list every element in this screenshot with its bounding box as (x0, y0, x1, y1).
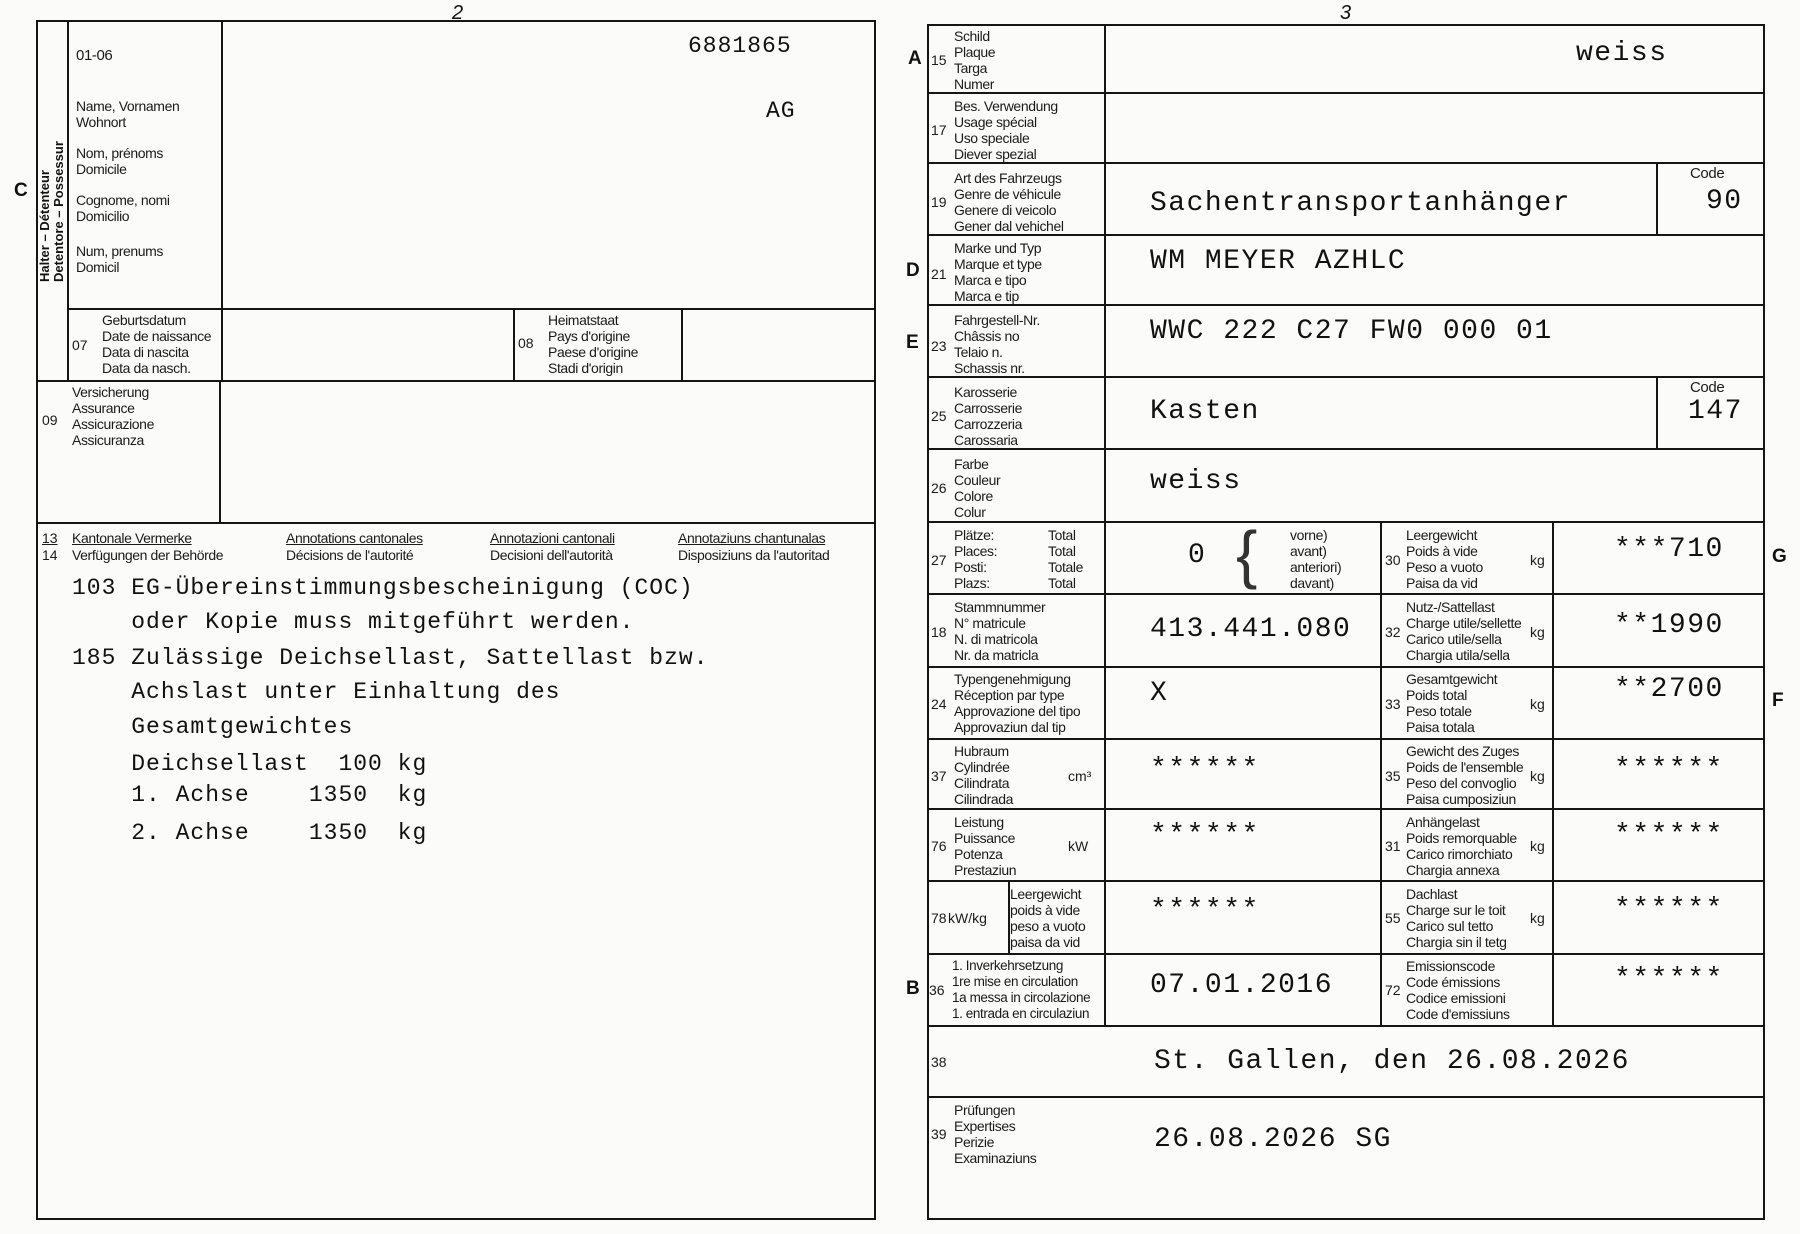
insurance-label: Versicherung Assurance Assicurazione Assicuranza (72, 384, 154, 448)
side-letter-c: C (14, 180, 28, 201)
empty-weight-value: ***710 (1614, 534, 1724, 565)
unit-kg: kg (1530, 768, 1545, 784)
row-code: 37 (931, 768, 947, 784)
special-use-label: Bes. Verwendung Usage spécial Uso speciale Diever spezial (954, 98, 1058, 162)
unit-kg: kg (1530, 696, 1545, 712)
first-reg-value: 07.01.2016 (1150, 970, 1334, 1001)
body-code: 147 (1688, 396, 1743, 427)
remark-line: Deichsellast 100 kg (72, 751, 428, 777)
holder-label-num: Num, prenums Domicil (76, 243, 164, 275)
row-code: 38 (931, 1054, 947, 1070)
row-code: 23 (931, 338, 947, 354)
unit-kg: kg (1530, 838, 1545, 854)
train-weight-value: ****** (1614, 754, 1724, 785)
row-code: 18 (931, 624, 947, 640)
remark-line: 2. Achse 1350 kg (72, 820, 428, 846)
remarks-heading-it: Annotazioni cantonali (490, 530, 615, 546)
side-letter-f: F (1772, 690, 1784, 711)
side-letter-b: B (906, 978, 920, 999)
row-code: 26 (931, 480, 947, 496)
first-reg-label: 1. Inverkehrsetzung 1re mise en circulation 1a messa in circolazione 1. entrada en circulaziun (952, 958, 1091, 1021)
payload-label: Nutz-/Sattellast Charge utile/sellette Carico utile/sella Chargia utila/sella (1406, 599, 1522, 663)
remarks-sub-rm: Disposiziuns da l'autoritad (678, 547, 830, 563)
row-code: 25 (931, 408, 947, 424)
remark-line: 185 Zulässige Deichsellast, Sattellast bzw. (72, 645, 709, 671)
row-code: 30 (1385, 552, 1401, 568)
unit-kg: kg (1530, 624, 1545, 640)
row-code: 55 (1385, 910, 1401, 926)
home-state-code: 08 (518, 335, 534, 351)
reg-number-value: 413.441.080 (1150, 614, 1352, 645)
holder-date: 01-06 (76, 47, 113, 64)
holder-label-cognome: Cognome, nomi Domicilio (76, 192, 170, 224)
side-letter-e: E (906, 332, 919, 353)
page-number: 3 (1340, 2, 1352, 24)
vertical-label-detentore: Detentore – Possessur (51, 141, 66, 282)
body-label: Karosserie Carrosserie Carrozzeria Carossaria (954, 384, 1022, 448)
holder-label-name: Name, Vornamen Wohnort (76, 98, 180, 130)
row-code: 31 (1385, 838, 1401, 854)
power-value: ****** (1150, 820, 1260, 851)
remark-line: Achslast unter Einhaltung des (72, 679, 561, 705)
remarks-sub-de: Verfügungen der Behörde (72, 547, 224, 563)
row-code: 17 (931, 122, 947, 138)
power-label: Leistung Puissance Potenza Prestaziun (954, 814, 1017, 878)
make-value: WM MEYER AZHLC (1150, 246, 1407, 277)
unit-kw-per-kg: kW/kg (948, 910, 987, 926)
unit-kg: kg (1530, 910, 1545, 926)
displacement-label: Hubraum Cylindrée Cilindrata Cilindrada (954, 743, 1014, 807)
seats-total-label: Total Total Totale Total (1048, 527, 1083, 591)
seats-label: Plätze: Places: Posti: Plazs: (954, 527, 998, 591)
remarks-code-14: 14 (42, 547, 58, 563)
chassis-label: Fahrgestell-Nr. Châssis no Telaio n. Schassis nr. (954, 312, 1040, 376)
make-label: Marke und Typ Marque et type Marca e tipo Marca e tip (954, 240, 1042, 304)
vehicle-type-value: Sachentransportanhänger (1150, 188, 1571, 219)
displacement-value: ****** (1150, 754, 1260, 785)
code-label: Code (1690, 379, 1725, 396)
plate-label: Schild Plaque Targa Numer (954, 28, 996, 92)
total-weight-value: **2700 (1614, 674, 1724, 705)
unit-kg: kg (1530, 552, 1545, 568)
color-value: weiss (1150, 466, 1242, 497)
body-value: Kasten (1150, 396, 1260, 427)
remarks-heading-rm: Annotaziuns chantunalas (678, 530, 826, 546)
power-ratio-label: Leergewicht poids à vide peso a vuoto paisa da vid (1010, 886, 1086, 950)
row-code: 27 (931, 552, 947, 568)
remarks-sub-fr: Décisions de l'autorité (286, 547, 414, 563)
inspections-label: Prüfungen Expertises Perizie Examinaziuns (954, 1102, 1037, 1166)
color-label: Farbe Couleur Colore Colur (954, 456, 1001, 520)
insurance-code: 09 (42, 412, 58, 428)
power-ratio-value: ****** (1150, 895, 1260, 926)
row-code: 33 (1385, 696, 1401, 712)
unit-cm3: cm³ (1068, 768, 1092, 784)
birth-label: Geburtsdatum Date de naissance Data di nascita Data da nasch. (102, 312, 212, 376)
brace-icon: { (1236, 518, 1258, 590)
remark-line: oder Kopie muss mitgeführt werden. (72, 609, 635, 635)
row-code: 15 (931, 52, 947, 68)
empty-weight-label: Leergewicht Poids à vide Peso a vuoto Paisa da vid (1406, 527, 1483, 591)
row-code: 21 (931, 266, 947, 282)
roof-load-label: Dachlast Charge sur le toit Carico sul tetto Chargia sin il tetg (1406, 886, 1507, 950)
seats-front-label: vorne) avant) anteriori) davant) (1290, 527, 1342, 591)
holder-label-nom: Nom, prénoms Domicile (76, 145, 164, 177)
remark-line: 1. Achse 1350 kg (72, 782, 428, 808)
type-approval-value: X (1150, 678, 1169, 709)
inspections-value: 26.08.2026 SG (1154, 1124, 1392, 1155)
payload-value: **1990 (1614, 610, 1724, 641)
row-code: 76 (931, 838, 947, 854)
total-weight-label: Gesamtgewicht Poids total Peso totale Paisa totala (1406, 671, 1498, 735)
row-code: 78 (931, 910, 947, 926)
reg-number-label: Stammnummer N° matricule N. di matricola Nr. da matricla (954, 599, 1046, 663)
row-code: 72 (1385, 982, 1401, 998)
type-approval-label: Typengenehmigung Réception par type Approvazione del tipo Approvaziun dal tip (954, 671, 1081, 735)
row-code: 24 (931, 696, 947, 712)
vehicle-type-code: 90 (1706, 186, 1743, 217)
remarks-sub-it: Decisioni dell'autorità (490, 547, 613, 563)
vertical-label-holder: Halter – Détenteur (37, 170, 52, 282)
remarks-code-13: 13 (42, 530, 58, 546)
remark-line: 103 EG-Übereinstimmungsbescheinigung (COC) (72, 575, 694, 601)
remarks-heading-fr: Annotations cantonales (286, 530, 423, 546)
plate-value: weiss (1576, 38, 1668, 69)
seats-value: 0 (1188, 540, 1207, 571)
vehicle-type-label: Art des Fahrzeugs Genre de véhicule Genere di veicolo Gener dal vehichel (954, 170, 1064, 234)
holder-number: 6881865 (688, 33, 792, 59)
emission-label: Emissionscode Code émissions Codice emissioni Code d'emissiuns (1406, 958, 1510, 1022)
remarks-heading-de: Kantonale Vermerke (72, 530, 192, 546)
train-weight-label: Gewicht des Zuges Poids de l'ensemble Peso del convoglio Paisa cumposiziun (1406, 743, 1524, 807)
place-date-value: St. Gallen, den 26.08.2026 (1154, 1046, 1630, 1077)
row-code: 32 (1385, 624, 1401, 640)
trailer-load-label: Anhängelast Poids remorquable Carico rimorchiato Chargia annexa (1406, 814, 1517, 878)
side-letter-a: A (908, 48, 922, 69)
code-label: Code (1690, 165, 1725, 182)
row-code: 36 (929, 982, 945, 998)
trailer-load-value: ****** (1614, 820, 1724, 851)
row-code: 35 (1385, 768, 1401, 784)
chassis-value: WWC 222 C27 FW0 000 01 (1150, 316, 1553, 347)
row-code: 19 (931, 194, 947, 210)
unit-kw: kW (1068, 838, 1089, 854)
emission-value: ****** (1614, 964, 1724, 995)
row-code: 39 (931, 1126, 947, 1142)
page-number: 2 (452, 2, 464, 24)
holder-canton: AG (766, 98, 796, 124)
remark-line: Gesamtgewichtes (72, 714, 354, 740)
birth-code: 07 (72, 337, 88, 353)
side-letter-d: D (906, 260, 920, 281)
side-letter-g: G (1772, 546, 1787, 567)
roof-load-value: ****** (1614, 894, 1724, 925)
home-state-label: Heimatstaat Pays d'origine Paese d'origine Stadi d'origin (548, 312, 639, 376)
